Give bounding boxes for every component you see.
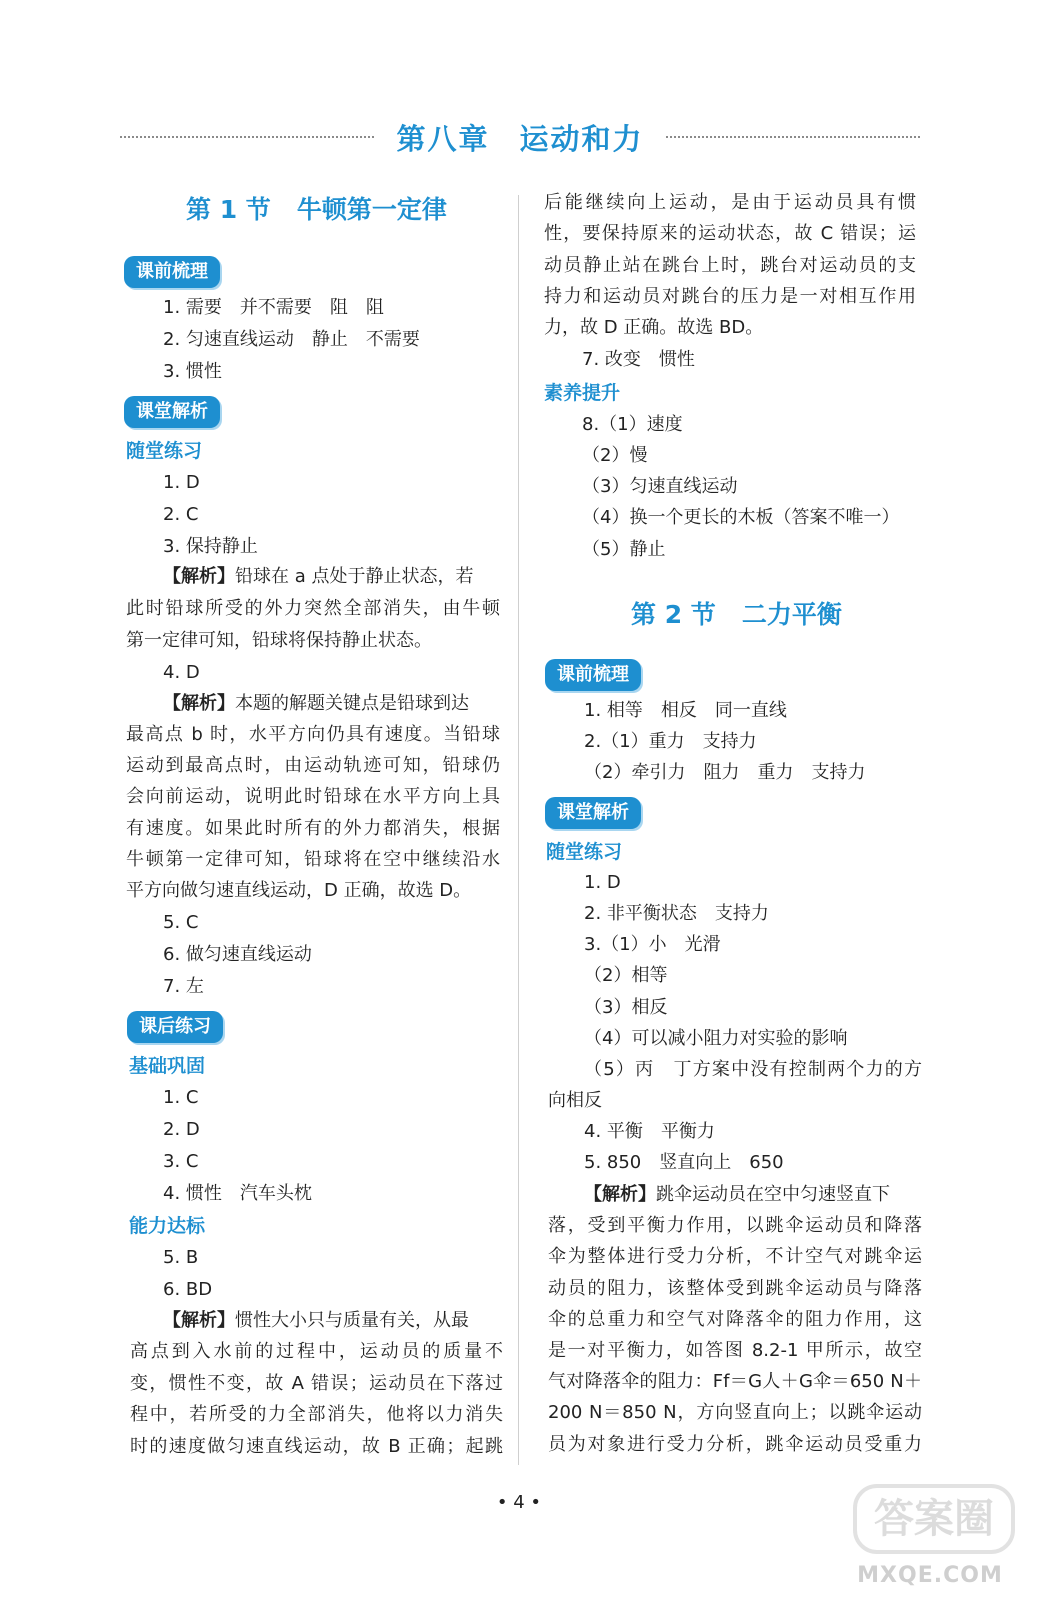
- chapter-title: [374, 117, 665, 158]
- chapter-header: [120, 112, 920, 162]
- jiexi-label: 【解析】: [584, 1184, 656, 1205]
- line: 有速度。如果此时所有的外力都消失，根据: [126, 818, 500, 839]
- line: 3. 惯性: [163, 361, 222, 382]
- jiexi-label: 【解析】: [163, 693, 235, 714]
- jiexi-text: 铅球在 a 点处于静止状态，若: [235, 566, 474, 587]
- explanation-line: [584, 1181, 922, 1209]
- line: 第一定律可知，铅球将保持静止状态。: [126, 630, 432, 651]
- jiexi-label: 【解析】: [163, 566, 235, 587]
- line: 1. 需要 并不需要 阻 阻: [163, 297, 384, 318]
- line: 气对降落伞的阻力：Ff＝G人＋G伞＝650 N＋: [548, 1371, 922, 1392]
- jiexi-text: 惯性大小只与质量有关，从最: [235, 1310, 469, 1331]
- line: 4. 惯性 汽车头枕: [163, 1183, 312, 1204]
- line: 变，惯性不变，故 A 错误；运动员在下落过: [130, 1373, 503, 1394]
- watermark-site: MXQE.COM: [857, 1563, 1003, 1588]
- line: 运动到最高点时，由运动轨迹可知，铅球仍: [126, 755, 500, 776]
- line: 伞的总重力和空气对降落伞的阻力作用，这: [548, 1309, 922, 1330]
- label-syts: 素养提升: [544, 382, 621, 404]
- line: 最高点 b 时，水平方向仍具有速度。当铅球: [126, 724, 500, 745]
- line: 1. D: [163, 472, 200, 493]
- line: 4. D: [163, 662, 200, 683]
- column-divider: [518, 195, 519, 1465]
- line: 1. 相等 相反 同一直线: [584, 700, 787, 721]
- line: 牛顿第一定律可知，铅球将在空中继续沿水: [126, 849, 500, 870]
- line: 4. 平衡 平衡力: [584, 1121, 715, 1142]
- header-dots-right: [666, 136, 920, 138]
- line: （3）相反: [584, 997, 668, 1018]
- label-kqsl-2: 课前梳理: [545, 659, 641, 691]
- line: 程中，若所受的力全部消失，他将以力消失: [130, 1404, 503, 1425]
- line: 5. B: [163, 1247, 199, 1268]
- line: 7. 左: [163, 976, 204, 997]
- section-2-name: 二力平衡: [741, 600, 842, 629]
- line: 3. C: [163, 1151, 199, 1172]
- label-ktjx-1: 课堂解析: [124, 396, 220, 428]
- line: 6. 做匀速直线运动: [163, 944, 312, 965]
- explanation-line: [163, 690, 500, 718]
- line: 8.（1）速度: [582, 414, 683, 435]
- line: 后能继续向上运动，是由于运动员具有惯: [544, 192, 916, 213]
- line: 2. D: [163, 1119, 200, 1140]
- jiexi-text: 本题的解题关键点是铅球到达: [235, 693, 469, 714]
- label-sflx-2: 随堂练习: [546, 841, 623, 863]
- line: （2）牵引力 阻力 重力 支持力: [584, 762, 866, 783]
- watermark-logo: 答案圈: [853, 1484, 1015, 1554]
- line: 动员静止站在跳台上时，跳台对运动员的支: [544, 255, 916, 276]
- line: 此时铅球所受的外力突然全部消失，由牛顿: [126, 598, 500, 619]
- line: 2. 匀速直线运动 静止 不需要: [163, 329, 420, 350]
- line: 员为对象进行受力分析，跳伞运动员受重力: [548, 1434, 922, 1455]
- line: 是一对平衡力，如答图 8.2-1 甲所示，故空: [548, 1340, 922, 1361]
- line: 2. 非平衡状态 支持力: [584, 903, 769, 924]
- line: 高点到入水前的过程中，运动员的质量不: [130, 1341, 503, 1362]
- label-ktjx-2: 课堂解析: [545, 797, 641, 829]
- header-dots-left: [120, 136, 374, 138]
- line: 5. 850 竖直向上 650: [584, 1152, 784, 1173]
- line: （5）静止: [582, 539, 666, 560]
- line: 时的速度做匀速直线运动，故 B 正确；起跳: [130, 1436, 503, 1457]
- explanation-line: [163, 1307, 503, 1335]
- line: 1. C: [163, 1087, 199, 1108]
- line: 会向前运动，说明此时铅球在水平方向上具: [126, 786, 500, 807]
- line: （2）慢: [582, 445, 648, 466]
- line: 2.（1）重力 支持力: [584, 731, 757, 752]
- line: 3. 保持静止: [163, 536, 258, 557]
- line: 5. C: [163, 912, 199, 933]
- line: 6. BD: [163, 1279, 213, 1300]
- section-2-number: 第 2 节: [631, 600, 716, 629]
- section-2-title: [631, 597, 842, 633]
- line: 力，故 D 正确。故选 BD。: [544, 317, 764, 338]
- label-nldb: 能力达标: [129, 1215, 206, 1237]
- line: 200 N＝850 N，方向竖直向上；以跳伞运动: [548, 1402, 922, 1423]
- line: （4）换一个更长的木板（答案不唯一）: [582, 507, 900, 528]
- label-sflx-1: 随堂练习: [126, 440, 203, 462]
- line: 性，要保持原来的运动状态，故 C 错误；运: [544, 223, 916, 244]
- line: 平方向做匀速直线运动，D 正确，故选 D。: [126, 880, 472, 901]
- line: 7. 改变 惯性: [582, 349, 695, 370]
- section-1-name: 牛顿第一定律: [296, 195, 447, 224]
- label-kqsl-1: 课前梳理: [124, 256, 220, 288]
- line: 持力和运动员对跳台的压力是一对相互作用: [544, 286, 916, 307]
- line: 向相反: [548, 1090, 602, 1111]
- line: 落，受到平衡力作用，以跳伞运动员和降落: [548, 1215, 922, 1236]
- page-number: • 4 •: [496, 1492, 542, 1513]
- line: （3）匀速直线运动: [582, 476, 738, 497]
- section-1-title: [186, 192, 447, 228]
- explanation-line: [163, 563, 500, 591]
- chapter-name: 运动和力: [519, 121, 644, 156]
- section-1-number: 第 1 节: [186, 195, 271, 224]
- jiexi-text: 跳伞运动员在空中匀速竖直下: [656, 1184, 890, 1205]
- line: 动员的阻力，该整体受到跳伞运动员与降落: [548, 1278, 922, 1299]
- watermark: [845, 1478, 1015, 1588]
- line: 1. D: [584, 872, 621, 893]
- line: 2. C: [163, 504, 199, 525]
- line: （4）可以减小阻力对实验的影响: [584, 1028, 848, 1049]
- label-khlx: 课后练习: [127, 1011, 223, 1043]
- line: 伞为整体进行受力分析，不计空气对跳伞运: [548, 1246, 922, 1267]
- line: 3.（1）小 光滑: [584, 934, 721, 955]
- jiexi-label: 【解析】: [163, 1310, 235, 1331]
- line: （5）丙 丁方案中没有控制两个力的方: [584, 1059, 922, 1080]
- label-jcgg: 基础巩固: [129, 1055, 206, 1077]
- chapter-number: 第八章: [396, 121, 490, 156]
- line: （2）相等: [584, 965, 668, 986]
